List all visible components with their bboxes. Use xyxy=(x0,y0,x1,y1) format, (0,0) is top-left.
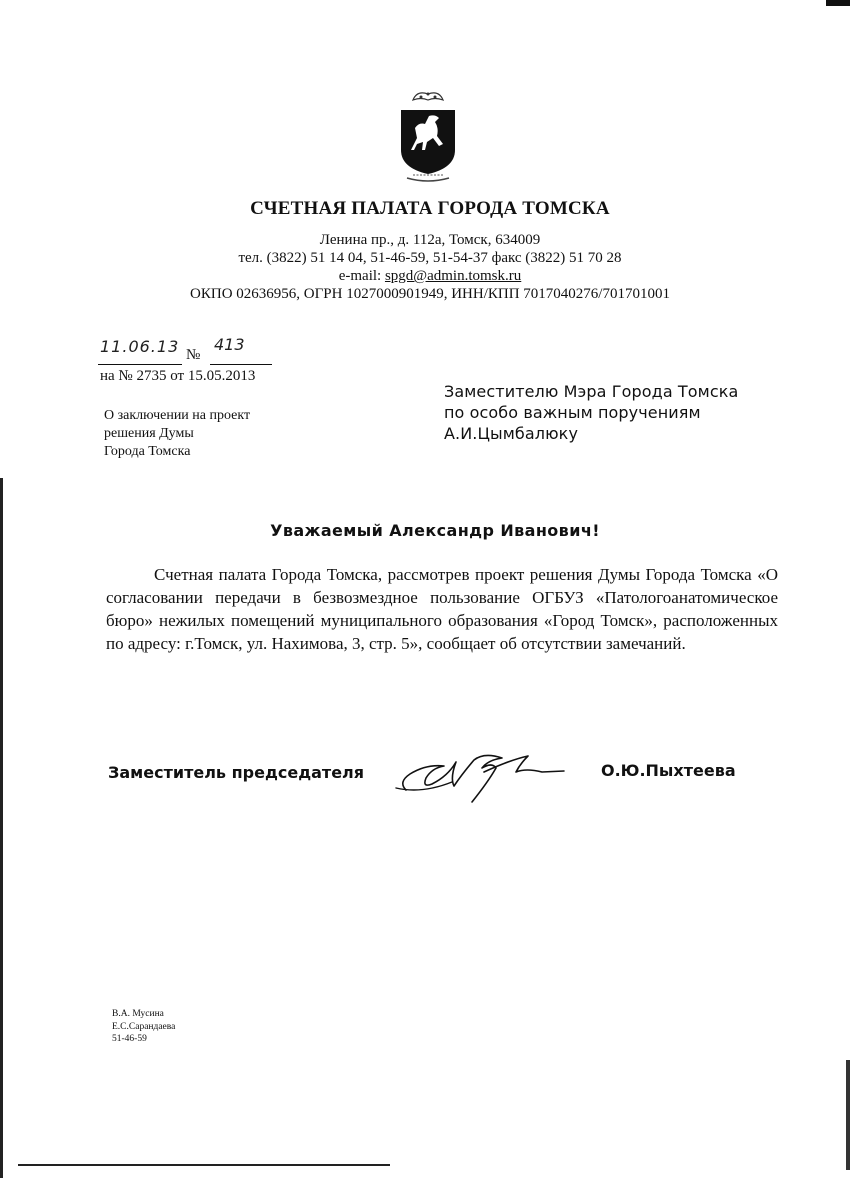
org-title: СЧЕТНАЯ ПАЛАТА ГОРОДА ТОМСКА xyxy=(250,198,610,219)
date-underline xyxy=(98,364,182,365)
salutation: Уважаемый Александр Иванович! xyxy=(270,521,600,540)
handwritten-date: 11.06.13 xyxy=(100,337,180,356)
org-email-link[interactable]: spgd@admin.tomsk.ru xyxy=(384,268,522,284)
addressee-block xyxy=(444,381,738,444)
letter-body xyxy=(106,563,778,655)
letter-subject xyxy=(104,407,304,461)
reply-reference: на № 2735 от 15.05.2013 xyxy=(100,368,256,384)
handwritten-number: 413 xyxy=(214,335,245,354)
org-email-line xyxy=(0,268,850,285)
org-registration-codes: ОКПО 02636956, ОГРН 1027000901949, ИНН/КПП 7017040276/701701001 xyxy=(190,286,670,302)
addressee-line: Заместителю Мэра Города Томска xyxy=(444,382,739,401)
scan-edge-line-bottom xyxy=(18,1164,390,1166)
org-phones: тел. (3822) 51 14 04, 51-46-59, 51-54-37 факс (3822) 51 70 28 xyxy=(238,250,622,266)
executors-block xyxy=(112,1008,175,1046)
body-paragraph: Счетная палата Города Томска, рассмотрев проект решения Думы Города Томска «О согласовании передачи в безвозмездное пользование ОГБУЗ «Патологоанатомическое бюро» нежилых помещений муниципального образования «Город Томск», расположенных по адресу: г.Томск, ул. Нахимова, 3, стр. 5», сообщает об отсутствии замечаний. xyxy=(106,565,778,653)
handwritten-signature xyxy=(392,738,572,810)
org-address: Ленина пр., д. 112а, Томск, 634009 xyxy=(319,232,541,248)
addressee-line: по особо важным поручениям xyxy=(444,403,701,422)
scan-edge-line-left xyxy=(0,478,3,1178)
subject-line: Города Томска xyxy=(104,444,191,459)
executor-line: В.А. Мусина xyxy=(112,1009,164,1019)
signatory-position: Заместитель председателя xyxy=(108,763,365,782)
executor-phone: 51-46-59 xyxy=(112,1034,147,1044)
executor-line: Е.С.Сарандаева xyxy=(112,1021,176,1032)
email-label: e-mail: xyxy=(338,268,385,284)
scan-edge-mark xyxy=(826,0,850,6)
scan-edge-mark-right xyxy=(846,1060,850,1170)
signatory-name: О.Ю.Пыхтеева xyxy=(601,761,736,780)
number-underline xyxy=(210,364,272,365)
number-label: № xyxy=(186,347,201,363)
subject-line: решения Думы xyxy=(104,426,194,441)
outgoing-registration xyxy=(98,337,273,367)
addressee-line: А.И.Цымбалюку xyxy=(444,424,579,443)
tomsk-coat-of-arms-emblem xyxy=(395,88,461,186)
subject-line: О заключении на проект xyxy=(104,408,251,423)
